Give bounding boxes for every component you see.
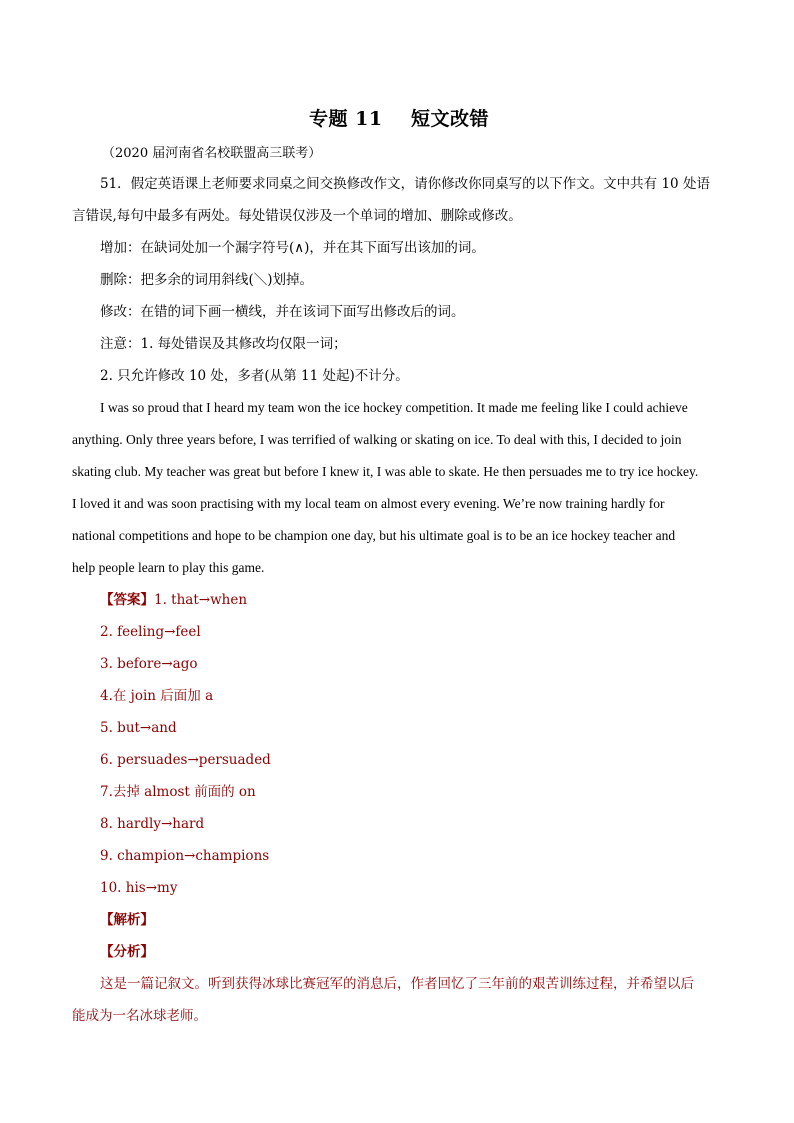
page-title: 专题 11 短文改错	[308, 108, 489, 130]
answer-label: 【答案】	[100, 592, 154, 608]
answer-item-1: 1. that→when	[154, 592, 248, 608]
answer-item-8: 8. hardly→hard	[100, 816, 205, 832]
answer-item-6: 6. persuades→persuaded	[100, 752, 271, 768]
answer-item-4: 4.在 join 后面加 a	[100, 688, 214, 704]
question-line-2: 言错误,每句中最多有两处。每处错误仅涉及一个单词的增加、删除或修改。	[72, 208, 522, 224]
answer-item-5: 5. but→and	[100, 720, 177, 736]
passage-line-6: help people learn to play this game.	[72, 560, 265, 575]
source-note: （2020 届河南省名校联盟高三联考）	[102, 146, 322, 161]
instruction-add: 增加：在缺词处加一个漏字符号(∧)，并在其下面写出该加的词。	[100, 240, 485, 256]
note-line-2: 2. 只允许修改 10 处，多者(从第 11 处起)不计分。	[100, 368, 409, 384]
fenxi-label: 【分析】	[100, 944, 154, 960]
passage-line-2: anything. Only three years before, I was terrified of walking or skating on ice. To deal with this, I decided to join	[72, 432, 682, 447]
answer-block	[100, 590, 247, 610]
answer-item-7: 7.去掉 almost 前面的 on	[100, 784, 256, 800]
document-page	[72, 0, 726, 1123]
passage-line-5: national competitions and hope to be champion one day, but his ultimate goal is to be an ice hockey teacher and	[72, 528, 676, 543]
fenxi-text-line-1: 这是一篇记叙文。听到获得冰球比赛冠军的消息后，作者回忆了三年前的艰苦训练过程，并希望以后	[100, 976, 694, 992]
answer-item-9: 9. champion→champions	[100, 848, 270, 864]
instruction-modify: 修改：在错的词下画一横线，并在该词下面写出修改后的词。	[100, 304, 465, 320]
passage-line-4: I loved it and was soon practising with my local team on almost every evening. We’re now training hardly for	[72, 496, 665, 511]
question-line-1: 51．假定英语课上老师要求同桌之间交换修改作文，请你修改你同桌写的以下作文。文中共有 10 处语	[100, 176, 710, 192]
passage-line-3: skating club. My teacher was great but before I knew it, I was able to skate. He then persuades me to try ice hockey.	[72, 464, 699, 479]
analysis-label: 【解析】	[100, 912, 154, 928]
answer-item-10: 10. his→my	[100, 880, 178, 896]
instruction-delete: 删除：把多余的词用斜线(＼)划掉。	[100, 272, 314, 288]
note-line-1: 注意：1. 每处错误及其修改均仅限一词；	[100, 336, 347, 352]
answer-item-3: 3. before→ago	[100, 656, 198, 672]
passage-line-1: I was so proud that I heard my team won the ice hockey competition. It made me feeling like I could achieve	[100, 400, 688, 415]
fenxi-text-line-2: 能成为一名冰球老师。	[72, 1008, 207, 1024]
answer-item-2: 2. feeling→feel	[100, 624, 201, 640]
